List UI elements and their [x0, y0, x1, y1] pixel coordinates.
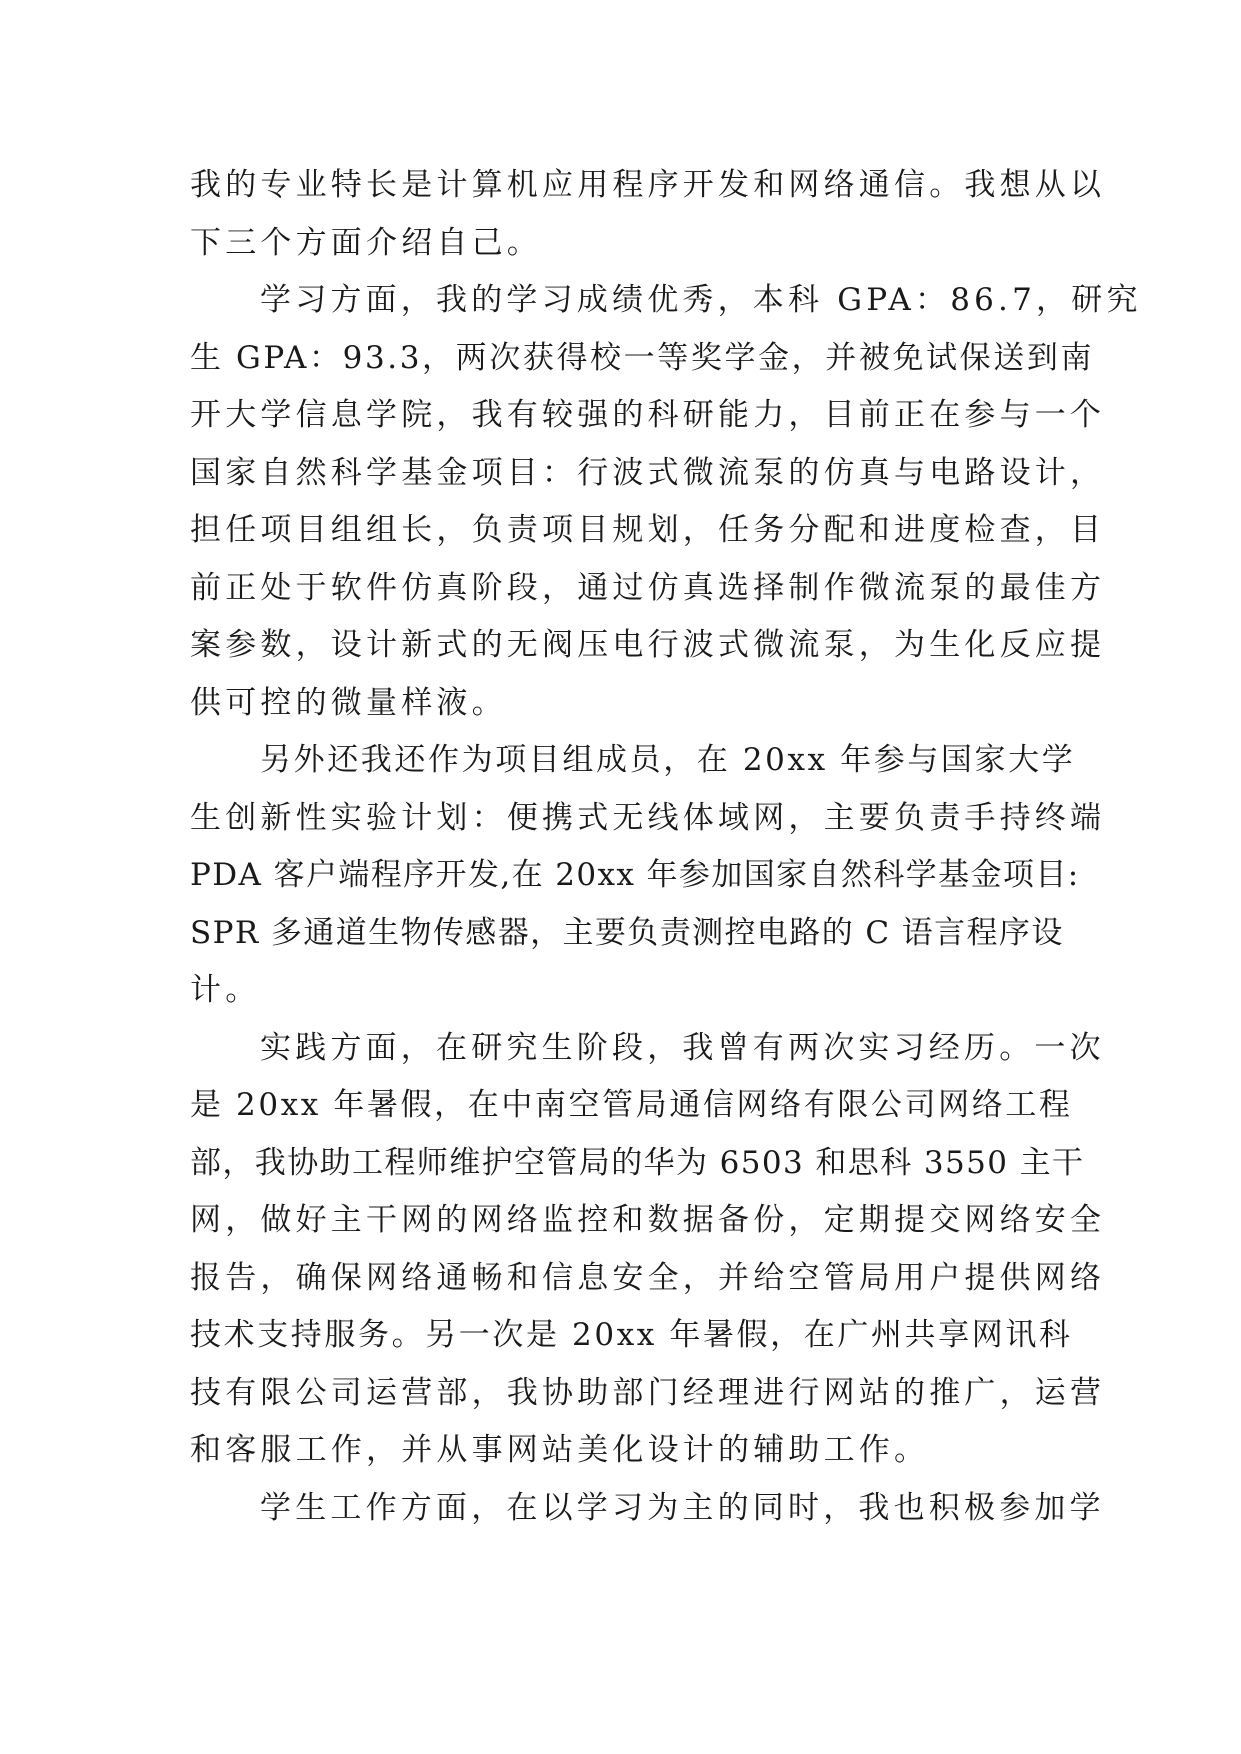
document-body — [190, 157, 1142, 1537]
text-line: 和客服工作，并从事网站美化设计的辅助工作。 — [190, 1432, 930, 1468]
text-line: 计。 — [190, 972, 261, 1008]
paragraph-projects — [190, 732, 1106, 1020]
text-line: 担任项目组组长，负责项目规划，任务分配和进度检查，目 — [190, 512, 1106, 548]
text-line: 技有限公司运营部，我协助部门经理进行网站的推广，运营 — [190, 1374, 1106, 1411]
text-line: 供可控的微量样液。 — [190, 684, 507, 721]
text-line: 国家自然科学基金项目：行波式微流泵的仿真与电路设计， — [190, 454, 1106, 491]
text-line: 生创新性实验计划：便携式无线体域网，主要负责手持终端 — [190, 799, 1106, 836]
paragraph-intro — [190, 157, 1106, 272]
text-line: 下三个方面介绍自己。 — [190, 224, 542, 261]
text-line: PDA 客户端程序开发,在 20xx 年参加国家自然科学基金项目: — [190, 857, 1080, 893]
text-line: 我的专业特长是计算机应用程序开发和网络通信。我想从以 — [190, 167, 1106, 203]
paragraph-study — [190, 272, 1142, 732]
text-line: 学习方面，我的学习成绩优秀，本科 GPA：86.7，研究 — [260, 282, 1142, 318]
text-line: 前正处于软件仿真阶段，通过仿真选择制作微流泵的最佳方 — [190, 569, 1106, 606]
text-line: 案参数，设计新式的无阀压电行波式微流泵，为生化反应提 — [190, 627, 1106, 663]
text-line: 实践方面，在研究生阶段，我曾有两次实习经历。一次 — [260, 1029, 1105, 1066]
paragraph-student-work — [190, 1480, 1105, 1538]
text-line: 学生工作方面，在以学习为主的同时，我也积极参加学 — [260, 1489, 1105, 1526]
text-line: 报告，确保网络通畅和信息安全，并给空管局用户提供网络 — [190, 1259, 1106, 1296]
text-line: 部，我协助工程师维护空管局的华为 6503 和思科 3550 主干 — [190, 1144, 1085, 1181]
text-line: 网，做好主干网的网络监控和数据备份，定期提交网络安全 — [190, 1202, 1106, 1238]
text-line: 另外还我还作为项目组成员，在 20xx 年参与国家大学 — [260, 742, 1076, 778]
text-line: 是 20xx 年暑假，在中南空管局通信网络有限公司网络工程 — [190, 1087, 1073, 1123]
text-line: 开大学信息学院，我有较强的科研能力，目前正在参与一个 — [190, 397, 1106, 433]
text-line: SPR 多通道生物传感器，主要负责测控电路的 C 语言程序设 — [190, 914, 1064, 951]
text-line: 生 GPA：93.3，两次获得校一等奖学金，并被免试保送到南 — [190, 339, 1095, 376]
paragraph-practice — [190, 1020, 1106, 1480]
text-line: 技术支持服务。另一次是 20xx 年暑假，在广州共享网讯科 — [190, 1317, 1073, 1353]
